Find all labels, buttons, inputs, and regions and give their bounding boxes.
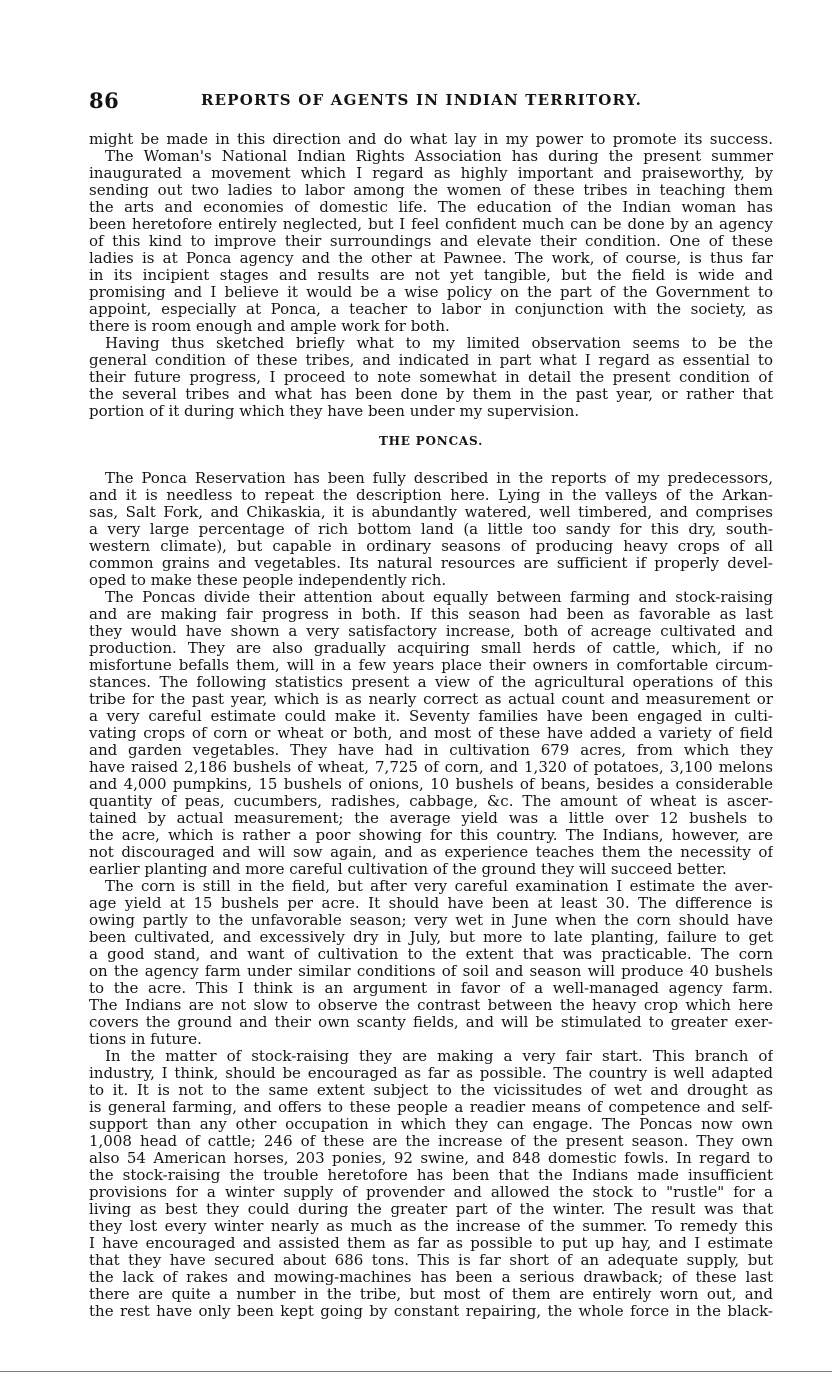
text-line: The Poncas divide their attention about equally between farming and stock-raising — [105, 589, 773, 606]
text-line: a good stand, and want of cultivation to the extent that was practicable. The corn — [89, 946, 773, 963]
text-line: sending out two ladies to labor among the women of these tribes in teaching them — [89, 182, 773, 199]
text-line: and are making fair progress in both. If this season had been as favorable as last — [89, 606, 773, 623]
text-line: western climate), but capable in ordinary seasons of producing heavy crops of all — [89, 538, 773, 555]
text-line: age yield at 15 bushels per acre. It should have been at least 30. The difference is — [89, 895, 773, 912]
text-line: misfortune befalls them, will in a few years place their owners in comfortable circum- — [89, 657, 773, 674]
text-line: there are quite a number in the tribe, but most of them are entirely worn out, and — [89, 1286, 773, 1303]
text-line: to the acre. This I think is an argument in favor of a well-managed agency farm. — [89, 980, 773, 997]
text-line: Having thus sketched briefly what to my limited observation seems to be the — [105, 335, 773, 352]
text-line: owing partly to the unfavorable season; very wet in June when the corn should have — [89, 912, 773, 929]
text-line: have raised 2,186 bushels of wheat, 7,725 of corn, and 1,320 of potatoes, 3,100 melons — [89, 759, 773, 776]
text-line: common grains and vegetables. Its natural resources are sufficient if properly devel- — [89, 555, 773, 572]
text-line: they lost every winter nearly as much as the increase of the summer. To remedy this — [89, 1218, 773, 1235]
text-line: tribe for the past year, which is as nearly correct as actual count and measurement or — [89, 691, 773, 708]
text-line: living as best they could during the greater part of the winter. The result was that — [89, 1201, 773, 1218]
text-line: been cultivated, and excessively dry in July, but more to late planting, failure to get — [89, 929, 773, 946]
text-line: portion of it during which they have been under my supervision. — [89, 403, 580, 420]
text-line: and 4,000 pumpkins, 15 bushels of onions, 10 bushels of beans, besides a considerable — [89, 776, 773, 793]
text-line: appoint, especially at Ponca, a teacher to labor in conjunction with the society, as — [89, 301, 773, 318]
text-line: The Ponca Reservation has been fully described in the reports of my predecessors, — [105, 470, 773, 487]
text-line: to it. It is not to the same extent subject to the vicissitudes of wet and drought as — [89, 1082, 773, 1099]
text-line: not discouraged and will sow again, and as experience teaches them the necessity of — [89, 844, 773, 861]
text-line: also 54 American horses, 203 ponies, 92 swine, and 848 domestic fowls. In regard to — [89, 1150, 773, 1167]
text-line: ladies is at Ponca agency and the other at Pawnee. The work, of course, is thus far — [89, 250, 773, 267]
text-line: tained by actual measurement; the average yield was a little over 12 bushels to — [89, 810, 773, 827]
text-line: the lack of rakes and mowing-machines has been a serious drawback; of these last — [89, 1269, 773, 1286]
text-line: provisions for a winter supply of provender and allowed the stock to "rustle" for a — [89, 1184, 773, 1201]
text-line: The Woman's National Indian Rights Association has during the present summer — [105, 148, 773, 165]
text-line: a very careful estimate could make it. Seventy families have been engaged in culti- — [89, 708, 773, 725]
text-line: in its incipient stages and results are not yet tangible, but the field is wide and — [89, 267, 773, 284]
text-line: tions in future. — [89, 1031, 202, 1048]
text-line: the rest have only been kept going by constant repairing, the whole force in the black- — [89, 1303, 773, 1320]
text-line: quantity of peas, cucumbers, radishes, cabbage, &c. The amount of wheat is ascer- — [89, 793, 773, 810]
text-line: and garden vegetables. They have had in cultivation 679 acres, from which they — [89, 742, 773, 759]
text-line: earlier planting and more careful cultivation of the ground they will succeed better. — [89, 861, 727, 878]
text-line: on the agency farm under similar conditions of soil and season will produce 40 bushels — [89, 963, 773, 980]
text-line: and it is needless to repeat the description here. Lying in the valleys of the Arkan- — [89, 487, 773, 504]
text-line: promising and I believe it would be a wise policy on the part of the Government to — [89, 284, 773, 301]
text-line: oped to make these people independently rich. — [89, 572, 447, 589]
text-line: of this kind to improve their surroundings and elevate their condition. One of these — [89, 233, 773, 250]
text-line: I have encouraged and assisted them as far as possible to put up hay, and I estimate — [89, 1235, 773, 1252]
text-line: the acre, which is rather a poor showing for this country. The Indians, however, are — [89, 827, 773, 844]
text-line: support than any other occupation in which they can engage. The Poncas now own — [89, 1116, 773, 1133]
text-line: In the matter of stock-raising they are making a very fair start. This branch of — [105, 1048, 773, 1065]
text-line: there is room enough and ample work for both. — [89, 318, 450, 335]
text-line: the several tribes and what has been done by them in the past year, or rather that — [89, 386, 773, 403]
text-line: the stock-raising the trouble heretofore has been that the Indians made insufficient — [89, 1167, 773, 1184]
text-line: vating crops of corn or wheat or both, and most of these have added a variety of field — [89, 725, 773, 742]
text-line: The corn is still in the field, but after very careful examination I estimate the aver- — [105, 878, 773, 895]
text-line: The Indians are not slow to observe the contrast between the heavy crop which here — [89, 997, 773, 1014]
text-line: 1,008 head of cattle; 246 of these are the increase of the present season. They own — [89, 1133, 773, 1150]
text-line: general condition of these tribes, and indicated in part what I regard as essential to — [89, 352, 773, 369]
text-line: the arts and economies of domestic life. The education of the Indian woman has — [89, 199, 773, 216]
page-header — [89, 88, 769, 113]
page-number: 86 — [89, 88, 120, 113]
text-line: been heretofore entirely neglected, but I feel confident much can be done by an agency — [89, 216, 773, 233]
text-line: stances. The following statistics present a view of the agricultural operations of this — [89, 674, 773, 691]
text-line: inaugurated a movement which I regard as highly important and praiseworthy, by — [89, 165, 773, 182]
text-line: their future progress, I proceed to note somewhat in detail the present condition of — [89, 369, 773, 386]
text-line: production. They are also gradually acquiring small herds of cattle, which, if no — [89, 640, 773, 657]
page-bottom-rule — [0, 1371, 832, 1372]
running-title: REPORTS OF AGENTS IN INDIAN TERRITORY. — [201, 91, 643, 109]
section-heading: THE PONCAS. — [378, 434, 484, 448]
text-line: industry, I think, should be encouraged as far as possible. The country is well adapted — [89, 1065, 773, 1082]
text-line: that they have secured about 686 tons. This is far short of an adequate supply, but — [89, 1252, 773, 1269]
text-line: might be made in this direction and do what lay in my power to promote its success. — [89, 131, 773, 148]
text-line: covers the ground and their own scanty fields, and will be stimulated to greater exer- — [89, 1014, 773, 1031]
text-line: they would have shown a very satisfactory increase, both of acreage cultivated and — [89, 623, 773, 640]
text-line: a very large percentage of rich bottom land (a little too sandy for this dry, south- — [89, 521, 773, 538]
text-line: sas, Salt Fork, and Chikaskia, it is abundantly watered, well timbered, and comprises — [89, 504, 773, 521]
text-line: is general farming, and offers to these people a readier means of competence and self- — [89, 1099, 773, 1116]
